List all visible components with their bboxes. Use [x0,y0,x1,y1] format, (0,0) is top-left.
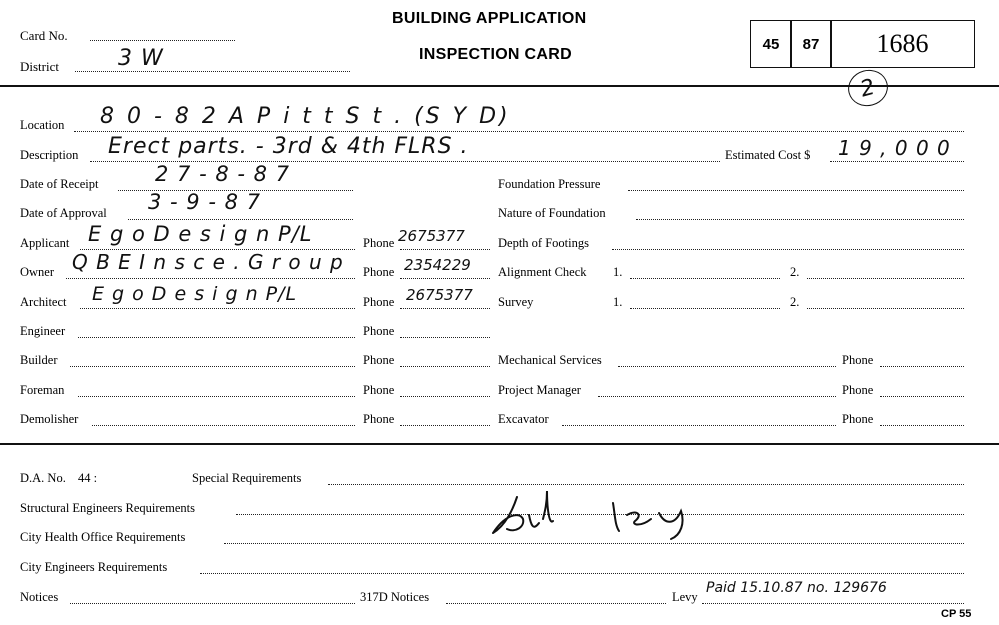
mechanical-field[interactable] [618,366,836,367]
builder-label: Builder [20,353,58,367]
nature-foundation-field[interactable] [636,219,964,220]
engineer-phone-field[interactable] [400,337,490,338]
builder-phone-field[interactable] [400,366,490,367]
signature [485,485,715,545]
special-req-label: Special Requirements [192,471,302,485]
architect-field[interactable] [80,308,355,309]
alignment-check-item1-label: 1. [613,265,623,279]
applicant-value: E g o D e s i g n P/L [88,222,313,246]
engineer-phone-label: Phone [363,324,395,338]
header-divider [0,85,999,87]
architect-phone-field[interactable] [400,308,490,309]
owner-field[interactable] [66,278,355,279]
survey-item2-label: 2. [790,295,800,309]
owner-phone-field[interactable] [400,278,490,279]
date-receipt-label: Date of Receipt [20,177,99,191]
mechanical-phone-field[interactable] [880,366,964,367]
foreman-field[interactable] [78,396,355,397]
circled-number: 2 [844,65,892,110]
applicant-phone-label: Phone [363,236,395,250]
architect-phone-value: 2675377 [406,286,473,304]
description-label: Description [20,148,79,162]
project-manager-phone-field[interactable] [880,396,964,397]
excavator-label: Excavator [498,412,549,426]
date-receipt-value: 2 7 - 8 - 8 7 [155,162,291,186]
mechanical-phone-label: Phone [842,353,874,367]
date-approval-value: 3 - 9 - 8 7 [148,190,261,214]
foreman-label: Foreman [20,383,65,397]
da-no-value: 44 : [78,471,98,485]
survey-item1-label: 1. [613,295,623,309]
survey-field-2[interactable] [807,308,964,309]
notices-field[interactable] [70,603,355,604]
foundation-pressure-field[interactable] [628,190,964,191]
estimated-cost-label: Estimated Cost $ [725,148,811,162]
form-code: CP 55 [941,608,972,620]
foreman-phone-label: Phone [363,383,395,397]
levy-label: Levy [672,590,698,604]
demolisher-field[interactable] [92,425,355,426]
engineer-field[interactable] [78,337,355,338]
alignment-check-item2-label: 2. [790,265,800,279]
demolisher-phone-label: Phone [363,412,395,426]
alignment-check-label: Alignment Check [498,265,587,279]
card-box-1 [750,20,792,68]
project-manager-field[interactable] [598,396,836,397]
excavator-phone-field[interactable] [880,425,964,426]
alignment-check-field-1[interactable] [630,278,780,279]
estimated-cost-field[interactable] [830,161,964,162]
demolisher-label: Demolisher [20,412,79,426]
architect-label: Architect [20,295,67,309]
excavator-phone-label: Phone [842,412,874,426]
project-manager-phone-label: Phone [842,383,874,397]
health-label: City Health Office Requirements [20,530,186,544]
notices-317d-label: 317D Notices [360,590,430,604]
footer-divider [0,443,999,445]
description-value: Erect parts. - 3rd & 4th FLRS . [108,134,469,159]
da-no-label: D.A. No. [20,471,66,485]
district-label: District [20,59,59,74]
engineer-label: Engineer [20,324,66,338]
owner-phone-value: 2354229 [404,256,471,274]
location-label: Location [20,118,65,132]
card-box-1-value: 45 [762,35,780,53]
demolisher-phone-field[interactable] [400,425,490,426]
nature-foundation-label: Nature of Foundation [498,206,606,220]
card-number: 1686 [876,29,929,58]
estimated-cost-value: 1 9 , 0 0 0 [838,136,951,160]
depth-footings-label: Depth of Footings [498,236,589,250]
date-approval-field[interactable] [128,219,353,220]
mechanical-label: Mechanical Services [498,353,602,367]
card-number-box [830,20,975,68]
applicant-phone-value: 2675377 [398,227,465,245]
foreman-phone-field[interactable] [400,396,490,397]
owner-label: Owner [20,265,55,279]
form-title-line1: BUILDING APPLICATION [392,10,587,27]
survey-field-1[interactable] [630,308,780,309]
excavator-field[interactable] [562,425,836,426]
depth-footings-field[interactable] [612,249,964,250]
city-eng-field[interactable] [200,573,964,574]
survey-label: Survey [498,295,534,309]
foundation-pressure-label: Foundation Pressure [498,177,601,191]
applicant-label: Applicant [20,236,70,250]
alignment-check-field-2[interactable] [807,278,964,279]
date-approval-label: Date of Approval [20,206,107,220]
project-manager-label: Project Manager [498,383,581,397]
city-eng-label: City Engineers Requirements [20,560,168,574]
owner-phone-label: Phone [363,265,395,279]
structural-label: Structural Engineers Requirements [20,501,195,515]
levy-value: Paid 15.10.87 no. 129676 [706,580,887,596]
applicant-phone-field[interactable] [400,249,490,250]
district-value: 3 W [118,46,164,71]
owner-value: Q B E I n s c e . G r o u p [72,250,344,274]
notices-label: Notices [20,590,59,604]
location-field[interactable] [74,131,964,132]
card-no-field[interactable] [90,40,235,41]
card-box-2-value: 87 [802,35,820,53]
notices-317d-field[interactable] [446,603,666,604]
card-no-label: Card No. [20,28,68,43]
card-box-2 [790,20,832,68]
architect-phone-label: Phone [363,295,395,309]
form-title-line2: INSPECTION CARD [419,46,572,63]
district-field[interactable] [75,71,350,72]
location-value: 8 0 - 8 2 A P i t t S t . (S Y D) [100,104,511,129]
levy-field[interactable] [702,603,964,604]
architect-value: E g o D e s i g n P/L [92,283,298,305]
builder-field[interactable] [70,366,355,367]
builder-phone-label: Phone [363,353,395,367]
